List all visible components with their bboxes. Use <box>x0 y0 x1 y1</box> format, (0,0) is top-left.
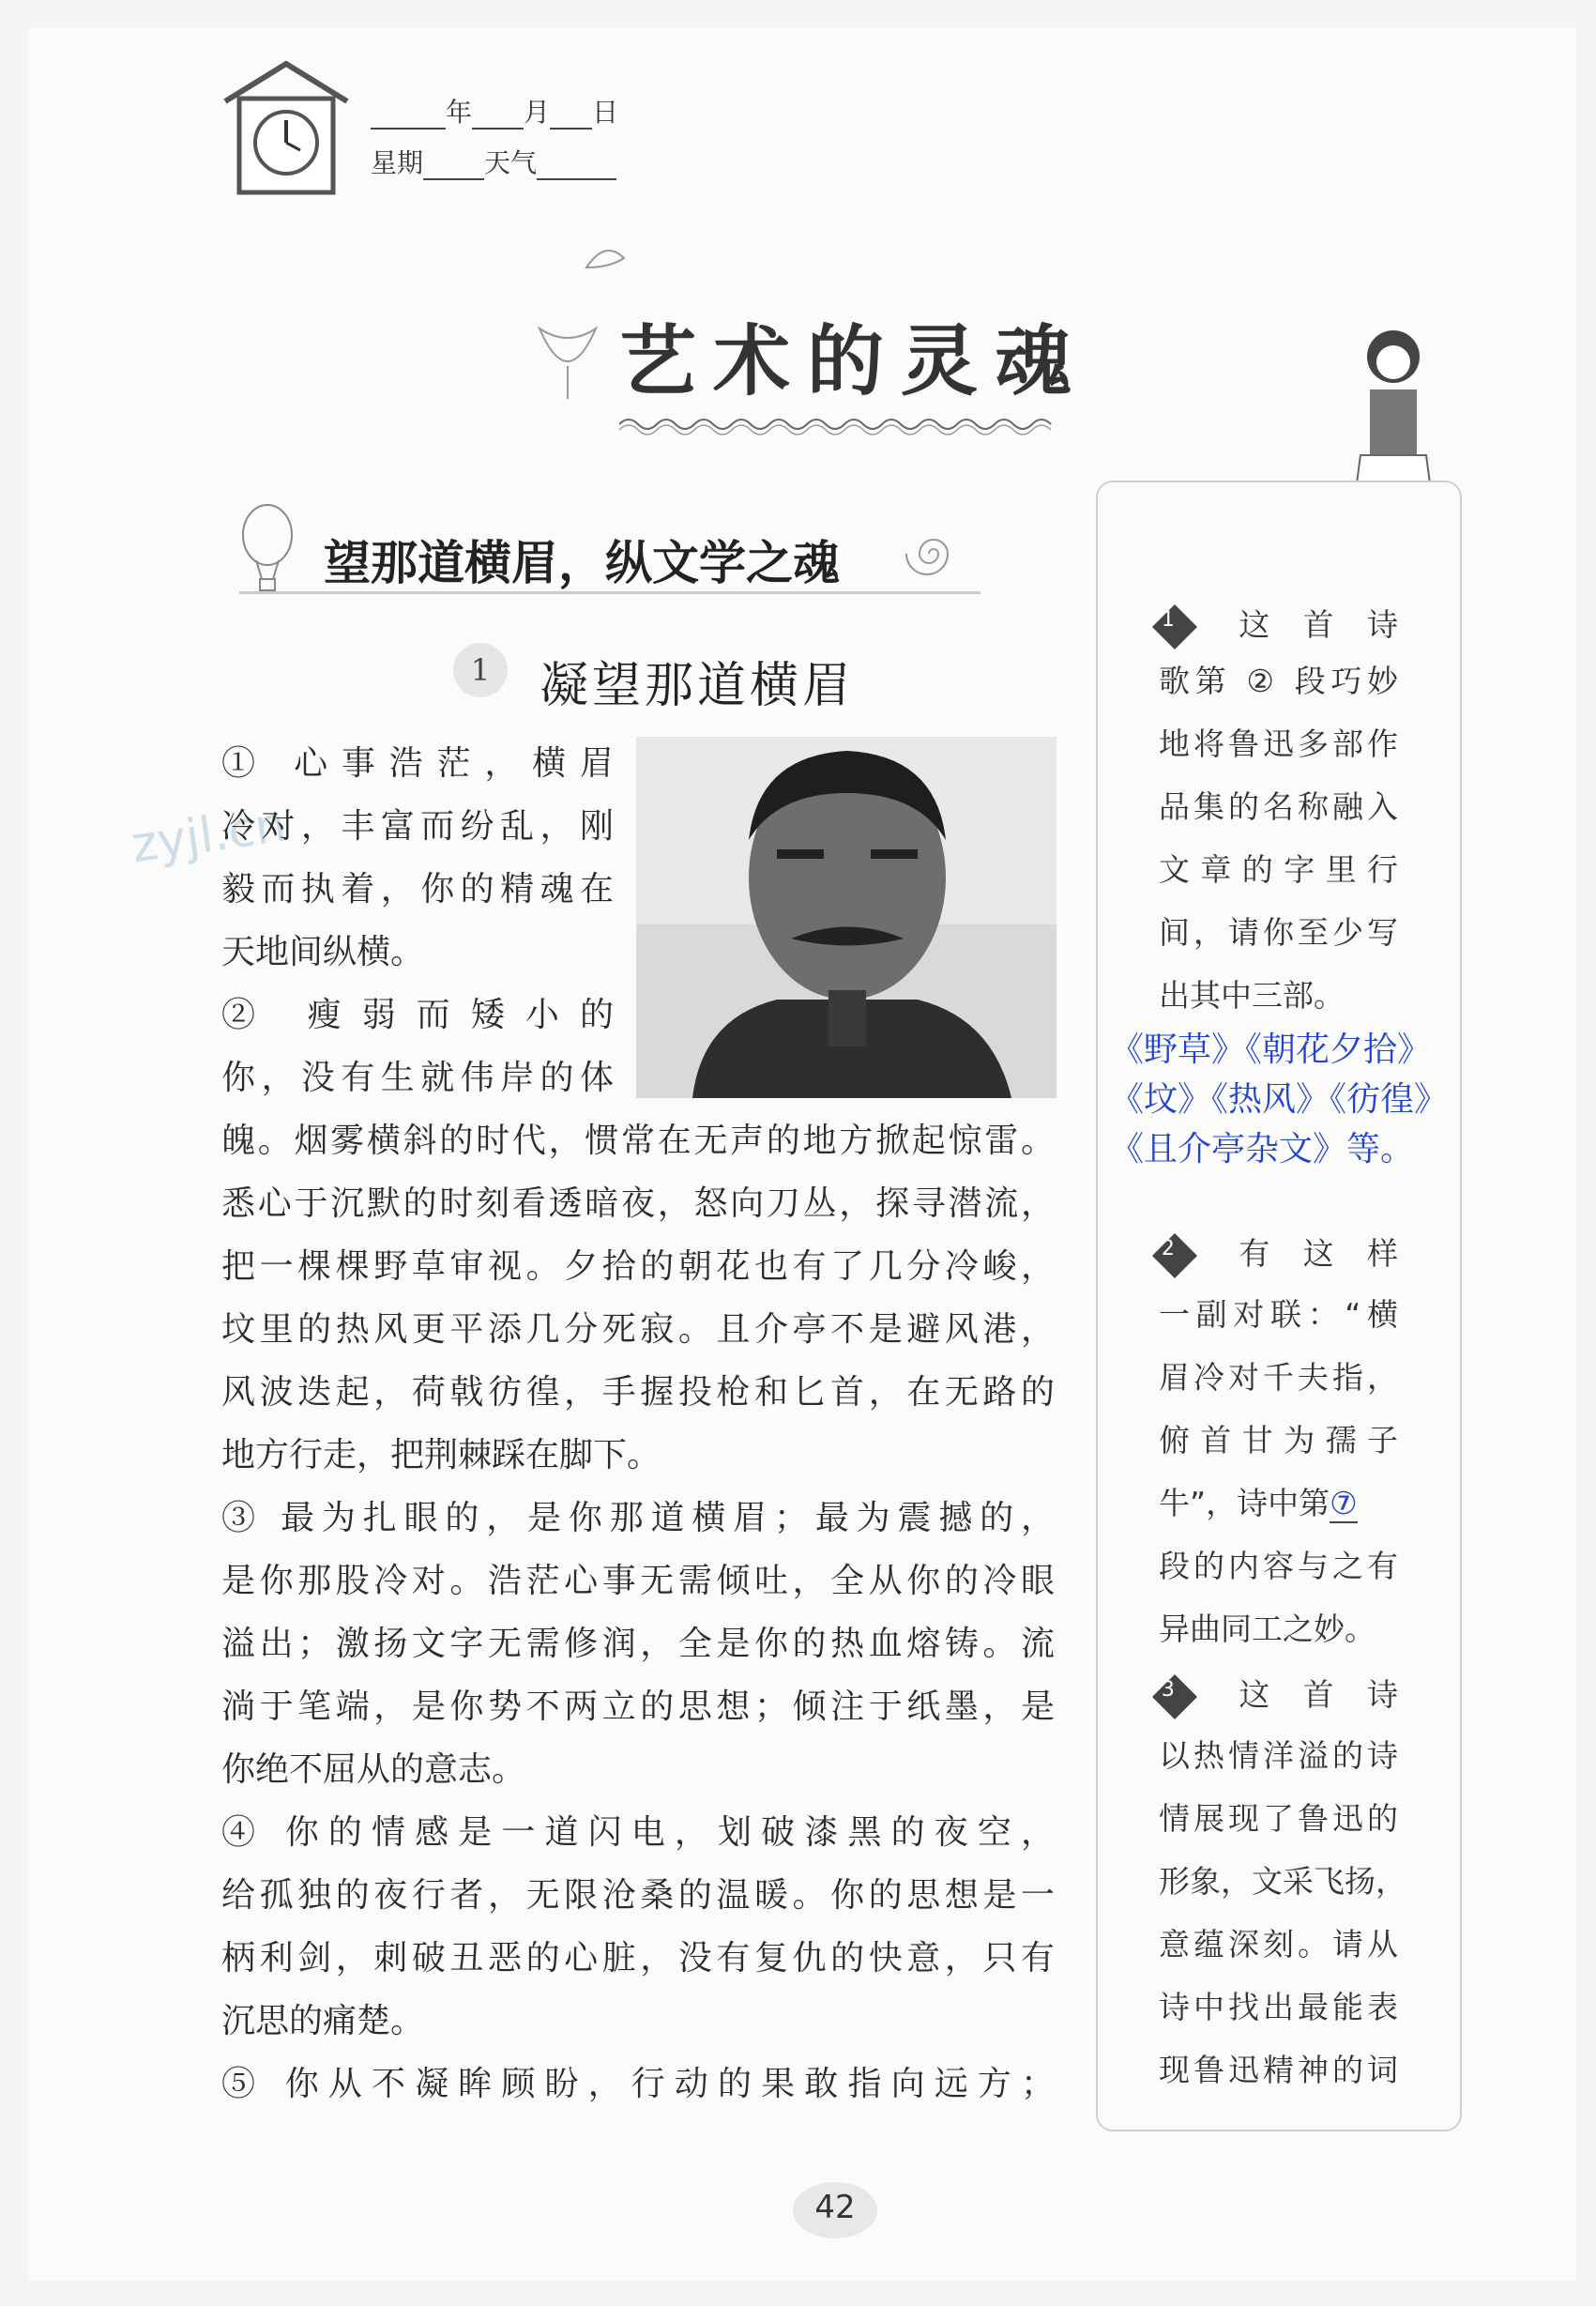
question-number-badge: 2 <box>1152 1232 1197 1277</box>
question-3-line: 意蕴深刻。请从 <box>1159 1926 1398 1962</box>
poem-line: 风波迭起，荷戟彷徨，手握投枪和匕首，在无路的 <box>221 1373 1055 1412</box>
question-3-line: 诗中找出最能表 <box>1159 1989 1398 2025</box>
divider <box>239 591 980 594</box>
question-number-badge: 3 <box>1152 1673 1197 1718</box>
ginkgo-leaf-icon <box>530 310 605 404</box>
question-1-line: 文章的字里行 <box>1159 851 1398 888</box>
poem-line: 你，没有生就伟岸的体 <box>221 1059 614 1097</box>
swirl-decoration <box>901 526 966 582</box>
poem-line: 冷对，丰富而纷乱，刚 <box>221 807 614 846</box>
question-2-line: 段的内容与之有 <box>1159 1548 1398 1584</box>
poem-line: 毅而执着，你的精魂在 <box>221 870 614 909</box>
poem-line: ④ 你的情感是一道闪电，划破漆黑的夜空， <box>221 1813 1055 1852</box>
poem-title: 凝望那道横眉 <box>540 658 856 714</box>
question-1-line: 地将鲁迅多部作 <box>1159 725 1398 762</box>
answer-text: 《且介亭杂文》等。 <box>1110 1130 1415 1168</box>
clock-house-icon <box>216 56 357 197</box>
poem-line: 沉思的痛楚。 <box>221 2002 425 2040</box>
portrait-photo <box>636 737 1056 1098</box>
question-1-line: 品集的名称融入 <box>1159 788 1398 825</box>
poem-line: 悉心于沉默的时刻看透暗夜，怒向刀丛，探寻潜流， <box>221 1184 1055 1223</box>
answer-text: 《坟》《热风》《彷徨》 <box>1110 1080 1449 1119</box>
question-2-line: 俯首甘为孺子 <box>1159 1422 1398 1458</box>
question-3-line: 现鲁迅精神的词 <box>1159 2052 1398 2088</box>
poem-line: ① 心事浩茫，横眉 <box>221 744 614 783</box>
poem-line: 淌于笔端，是你势不两立的思想；倾注于纸墨，是 <box>221 1688 1055 1726</box>
question-3-line: 情展现了鲁迅的 <box>1159 1800 1398 1837</box>
answer-text: 《野草》《朝花夕拾》 <box>1110 1031 1432 1069</box>
page-title: 艺术的灵魂 <box>619 316 1089 406</box>
poem-number-badge: 1 <box>453 643 508 697</box>
question-2-line: 一副对联：“横 <box>1159 1296 1398 1333</box>
page-number: 42 <box>814 2189 856 2226</box>
question-3-line: 形象，文采飞扬， <box>1159 1863 1406 1900</box>
question-2-line: 牛”，诗中第⑦ <box>1159 1485 1358 1521</box>
poem-line: ② 瘦弱而矮小的 <box>221 996 614 1034</box>
question-3-line: 3 这首诗 <box>1159 1671 1398 1715</box>
poem-line: ③ 最为扎眼的，是你那道横眉；最为震撼的， <box>221 1499 1055 1537</box>
question-2-line: 异曲同工之妙。 <box>1159 1611 1376 1647</box>
question-3-line: 以热情洋溢的诗 <box>1159 1737 1398 1774</box>
leaf-icon <box>582 239 629 277</box>
poem-line: ⑤ 你从不凝眸顾盼，行动的果敢指向远方； <box>221 2065 1055 2103</box>
poem-line: 坟里的热风更平添几分死寂。且介亭不是避风港， <box>221 1310 1055 1349</box>
title-underline-wave <box>619 413 1060 435</box>
poem-line: 地方行走，把荆棘踩在脚下。 <box>221 1436 661 1474</box>
question-1-line: 出其中三部。 <box>1159 977 1345 1014</box>
date-line: 年 月 日 <box>371 92 618 130</box>
poem-line: 柄利剑，刺破丑恶的心脏，没有复仇的快意，只有 <box>221 1939 1055 1978</box>
weekday-weather-line: 星期 天气 <box>371 143 616 180</box>
poem-line: 天地间纵横。 <box>221 933 425 971</box>
question-1-line: 间，请你至少写 <box>1159 914 1398 951</box>
poem-line: 魄。烟雾横斜的时代，惯常在无声的地方掀起惊雷。 <box>221 1122 1055 1160</box>
poem-line: 是你那股冷对。浩茫心事无需倾吐，全从你的冷眼 <box>221 1562 1055 1600</box>
question-number-badge: 1 <box>1152 603 1197 649</box>
question-1-line: 歌第 ② 段巧妙 <box>1159 663 1398 699</box>
answer-blank: ⑦ <box>1330 1485 1358 1521</box>
poem-line: 溢出；激扬文字无需修润，全是你的热血熔铸。流 <box>221 1625 1055 1663</box>
question-2-line: 2 有这样 <box>1159 1229 1398 1274</box>
poem-line: 把一棵棵野草审视。夕拾的朝花也有了几分冷峻， <box>221 1247 1055 1286</box>
poem-line: 给孤独的夜行者，无限沧桑的温暖。你的思想是一 <box>221 1876 1055 1915</box>
section-heading: 望那道横眉，纵文学之魂 <box>324 536 840 590</box>
question-2-line: 眉冷对千夫指， <box>1159 1359 1398 1396</box>
poem-line: 你绝不屈从的意志。 <box>221 1750 526 1789</box>
question-1-line: 1 这首诗 <box>1159 601 1398 645</box>
hot-air-balloon-icon <box>239 502 296 596</box>
watermark: zyjl.cn <box>128 796 290 875</box>
